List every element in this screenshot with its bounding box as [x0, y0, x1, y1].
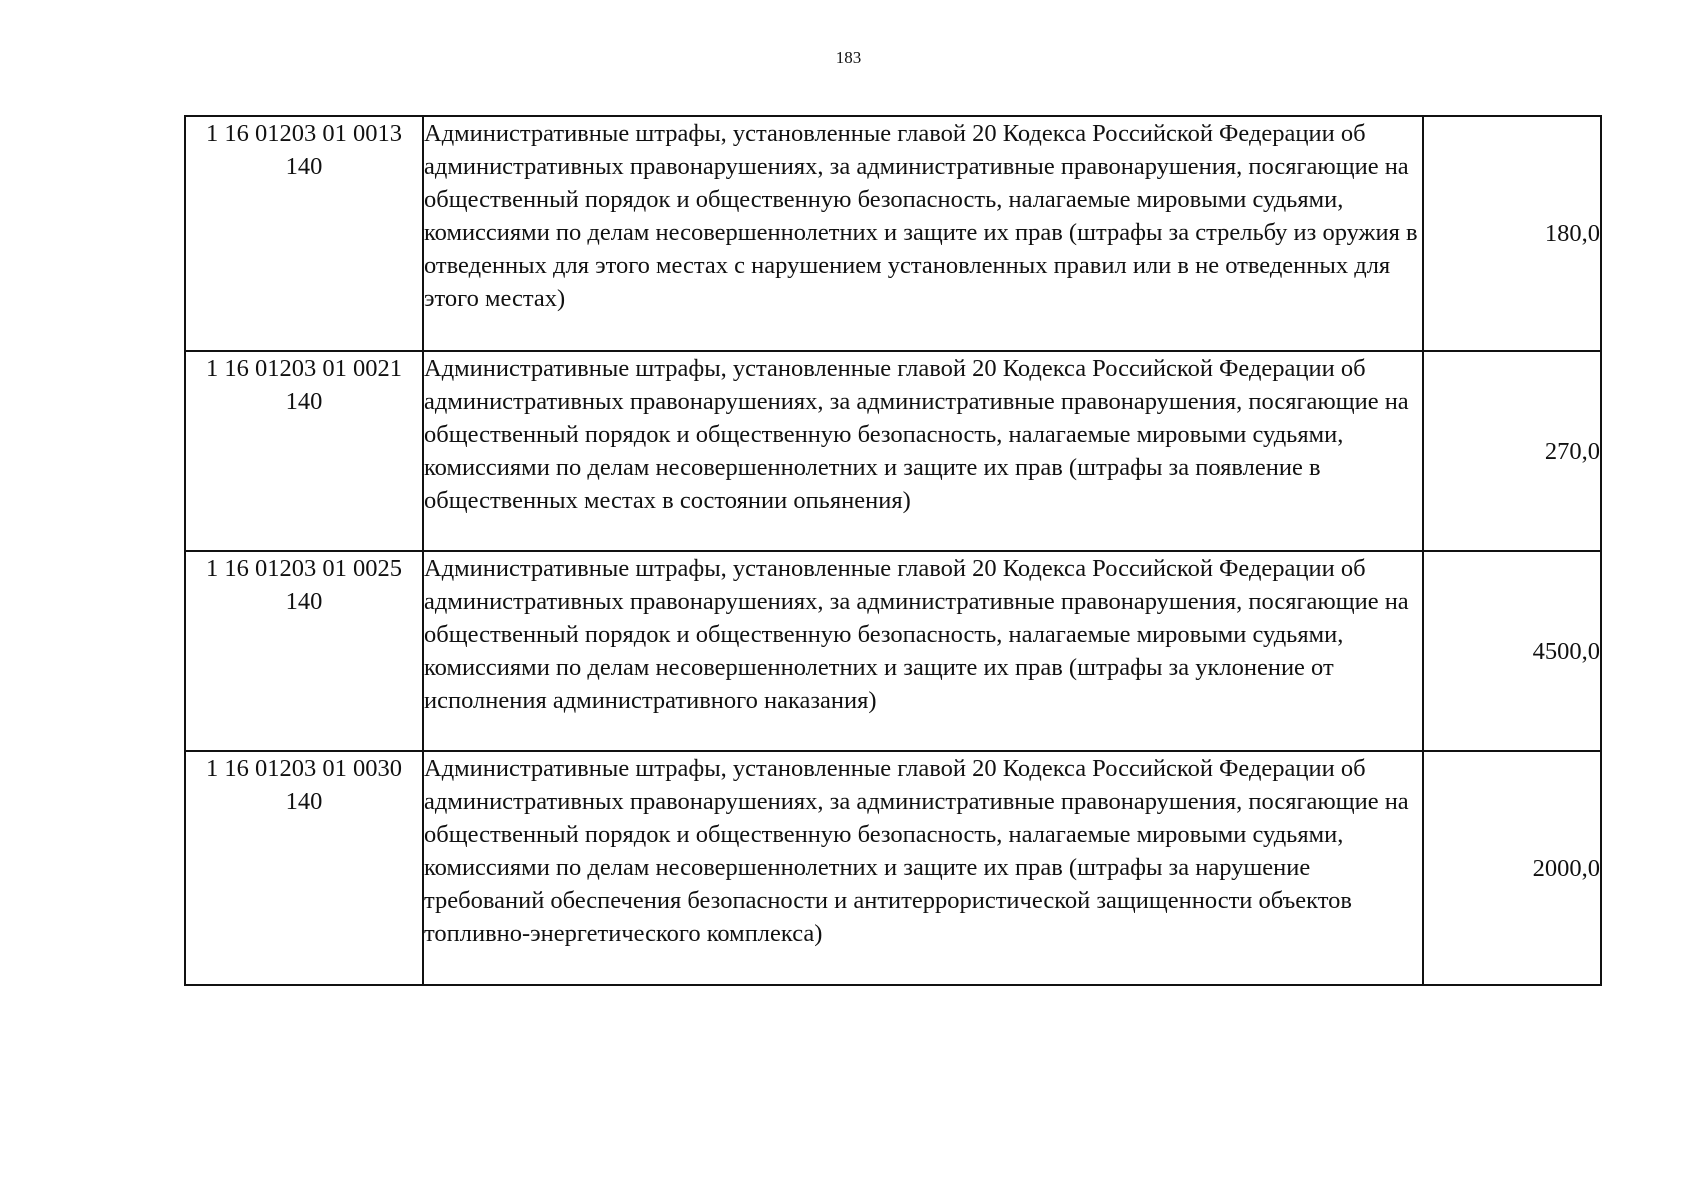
budget-code-suffix: 140: [285, 588, 323, 615]
budget-code: 1 16 01203 01 0030: [206, 755, 402, 782]
description-cell: [423, 351, 1423, 551]
amount-cell: 180,0: [1423, 116, 1601, 351]
budget-code: 1 16 01203 01 0013: [206, 120, 402, 147]
description-cell: [423, 116, 1423, 351]
page-number: 183: [835, 48, 862, 67]
budget-code-cell: [185, 751, 423, 985]
table-row: [185, 751, 1601, 985]
budget-code-suffix: 140: [285, 153, 323, 180]
table-row: [185, 551, 1601, 751]
description-cell: [423, 751, 1423, 985]
budget-code-cell: [185, 551, 423, 751]
description-cell: [423, 551, 1423, 751]
amount-cell: 2000,0: [1423, 751, 1601, 985]
fine-description: Административные штрафы, установленные главой 20 Кодекса Российской Федерации об административных правонарушениях, за административные правонарушения, посягающие на общественный порядок и общественную безопасность, налагаемые мировыми судьями, комиссиями по делам несовершеннолетних и защите их прав (штрафы за появление в общественных местах в состоянии опьянения): [424, 355, 1409, 514]
table-row: [185, 116, 1601, 351]
budget-code-suffix: 140: [285, 388, 323, 415]
budget-code-cell: [185, 116, 423, 351]
budget-code: 1 16 01203 01 0021: [206, 355, 402, 382]
fine-description: Административные штрафы, установленные главой 20 Кодекса Российской Федерации об административных правонарушениях, за административные правонарушения, посягающие на общественный порядок и общественную безопасность, налагаемые мировыми судьями, комиссиями по делам несовершеннолетних и защите их прав (штрафы за стрельбу из оружия в отведенных для этого местах с нарушением установленных правил или в не отведенных для этого местах): [424, 120, 1418, 312]
table-row: [185, 351, 1601, 551]
fine-description: Административные штрафы, установленные главой 20 Кодекса Российской Федерации об административных правонарушениях, за административные правонарушения, посягающие на общественный порядок и общественную безопасность, налагаемые мировыми судьями, комиссиями по делам несовершеннолетних и защите их прав (штрафы за уклонение от исполнения административного наказания): [424, 555, 1409, 714]
budget-code-suffix: 140: [285, 788, 323, 815]
fines-table: [184, 115, 1602, 986]
budget-code-cell: [185, 351, 423, 551]
budget-code: 1 16 01203 01 0025: [206, 555, 402, 582]
amount-cell: 4500,0: [1423, 551, 1601, 751]
fine-description: Административные штрафы, установленные главой 20 Кодекса Российской Федерации об административных правонарушениях, за административные правонарушения, посягающие на общественный порядок и общественную безопасность, налагаемые мировыми судьями, комиссиями по делам несовершеннолетних и защите их прав (штрафы за нарушение требований обеспечения безопасности и антитеррористической защищенности объектов топливно-энергетического комплекса): [424, 755, 1409, 947]
amount-cell: 270,0: [1423, 351, 1601, 551]
